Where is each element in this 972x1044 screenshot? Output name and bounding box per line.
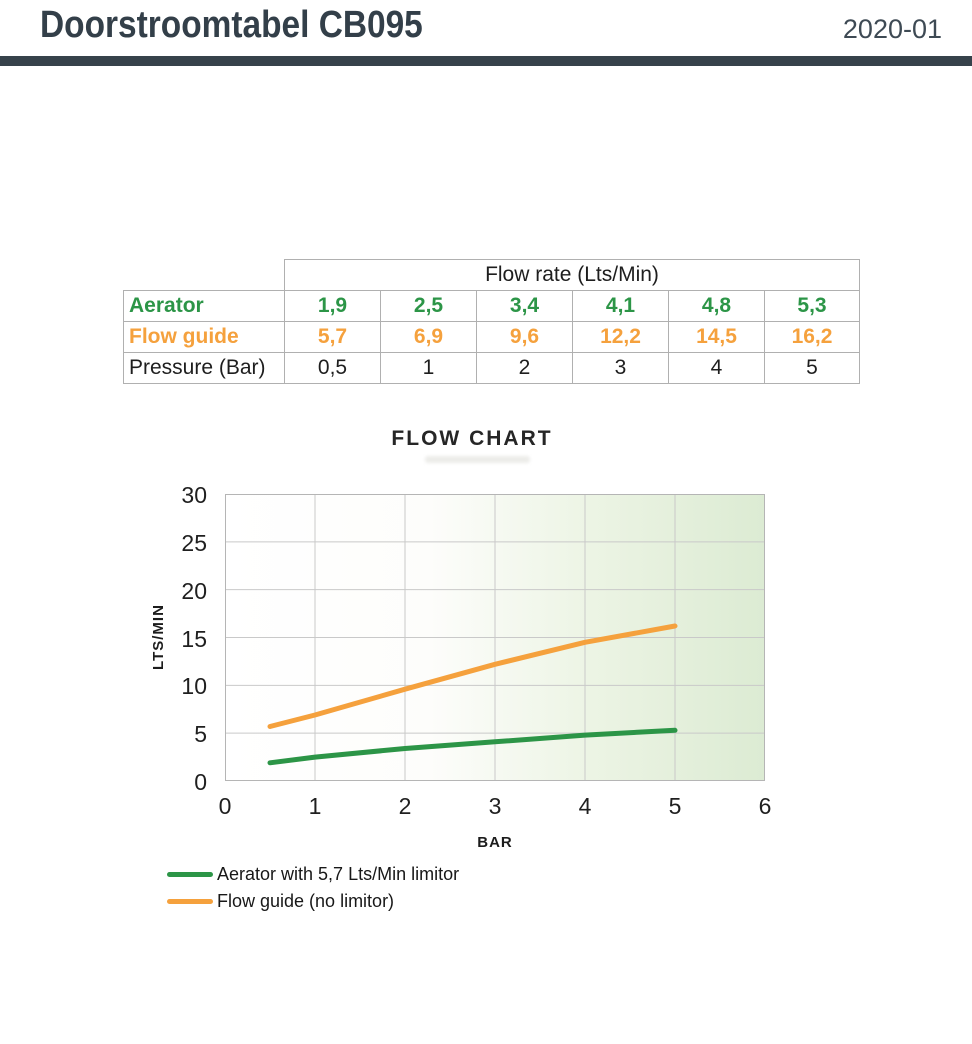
table-cell: 4,8	[669, 291, 765, 322]
y-tick-label: 20	[181, 577, 207, 604]
table-cell: 5	[765, 353, 860, 384]
legend-item-0	[167, 861, 459, 888]
table-cell: 6,9	[381, 322, 477, 353]
table-row-aerator	[124, 291, 860, 322]
table-cell: 4,1	[573, 291, 669, 322]
table-cell: 2,5	[381, 291, 477, 322]
table-header-row	[124, 260, 860, 291]
page-title: Doorstroomtabel CB095	[40, 4, 423, 46]
table-row-flow-guide	[124, 322, 860, 353]
y-tick-label: 10	[181, 673, 207, 700]
table-cell: 2	[477, 353, 573, 384]
chart-title-smudge	[425, 456, 530, 463]
table-cell: 5,7	[285, 322, 381, 353]
table-cell: 3,4	[477, 291, 573, 322]
x-tick-label: 2	[398, 793, 412, 819]
table-cell: 1	[381, 353, 477, 384]
legend-item-1	[167, 888, 459, 915]
table-cell: 14,5	[669, 322, 765, 353]
row-label: Flow guide	[124, 322, 285, 353]
table-cell: 12,2	[573, 322, 669, 353]
chart-legend	[167, 861, 459, 915]
legend-label: Aerator with 5,7 Lts/Min limitor	[217, 864, 460, 884]
revision-date: 2020-01	[842, 14, 942, 44]
legend-line-swatch	[167, 872, 213, 877]
x-tick-label: 5	[668, 793, 682, 819]
y-tick-label: 0	[194, 769, 207, 795]
x-tick-label: 0	[218, 793, 232, 819]
row-label: Pressure (Bar)	[124, 353, 285, 384]
chart-title: FLOW CHART	[391, 427, 553, 450]
header-divider-bar	[0, 56, 972, 66]
row-label: Aerator	[124, 291, 285, 322]
table-header-cell: Flow rate (Lts/Min)	[285, 260, 860, 291]
table-blank-cell	[124, 260, 285, 291]
legend-line-swatch	[167, 899, 213, 904]
table-row-pressure	[124, 353, 860, 384]
table-cell: 9,6	[477, 322, 573, 353]
y-axis-label: LTS/MIN	[150, 604, 167, 670]
y-tick-label: 25	[181, 529, 207, 556]
y-tick-label: 5	[194, 721, 207, 748]
flow-rate-table	[123, 259, 860, 384]
x-axis-label: BAR	[477, 834, 513, 851]
x-tick-label: 6	[758, 793, 772, 819]
table-cell: 4	[669, 353, 765, 384]
table-cell: 5,3	[765, 291, 860, 322]
table-cell: 1,9	[285, 291, 381, 322]
y-tick-label: 15	[181, 625, 207, 652]
table-cell: 3	[573, 353, 669, 384]
y-tick-label: 30	[181, 482, 207, 508]
table-cell: 0,5	[285, 353, 381, 384]
flow-chart-svg	[225, 494, 765, 781]
x-tick-label: 1	[308, 793, 322, 819]
legend-label: Flow guide (no limitor)	[217, 891, 395, 911]
table-cell: 16,2	[765, 322, 860, 353]
x-tick-label: 4	[578, 793, 592, 819]
flow-chart-plot	[225, 494, 765, 781]
x-tick-label: 3	[488, 793, 502, 819]
